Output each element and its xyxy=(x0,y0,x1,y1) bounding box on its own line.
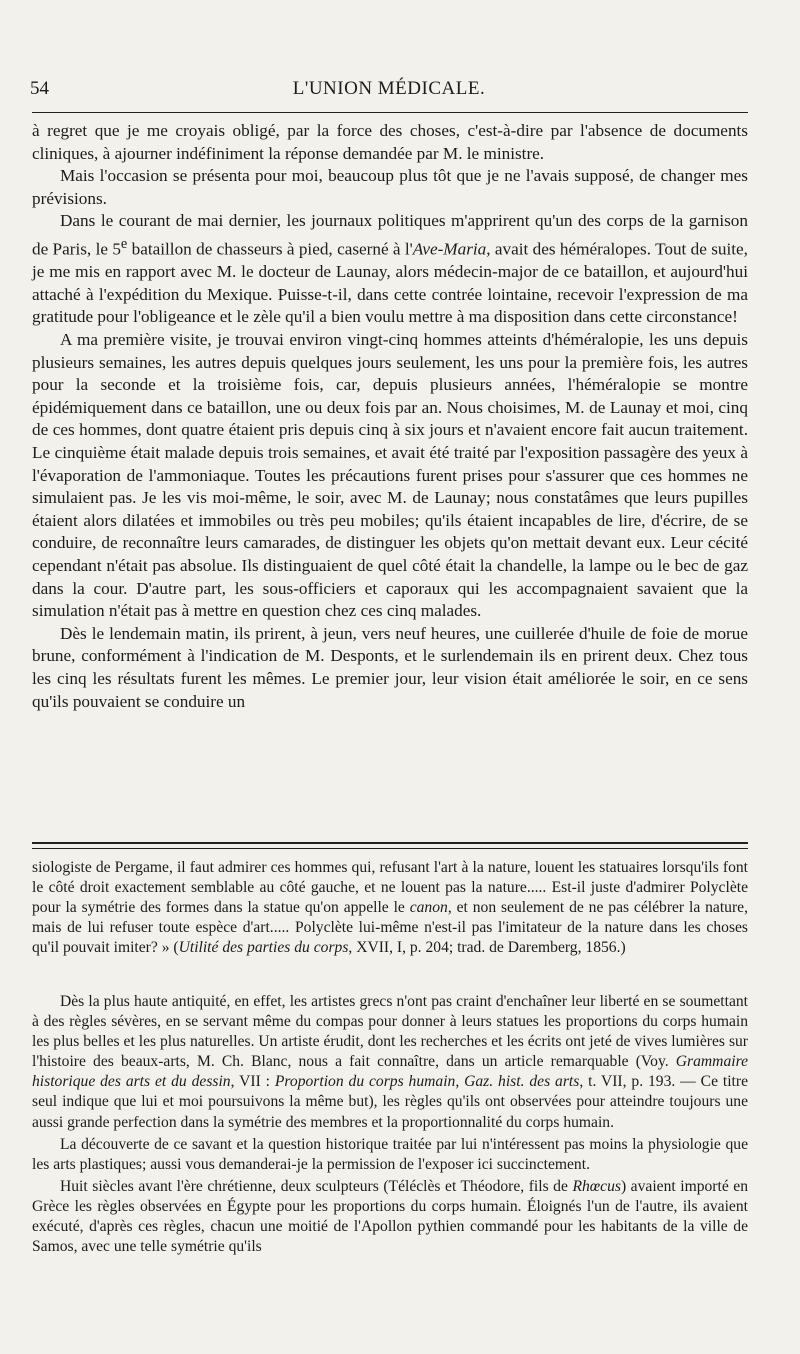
italic-text: Ave-Maria xyxy=(412,239,487,259)
paragraph xyxy=(32,210,748,329)
text-span: ) avaient importé en Grèce les règles observées en Égypte pour les proportions du corps humain. Éloignés l'un de l'autre, ils avaient exécuté, d'après ces règles, chacun une moitié de l'Apollon pythien commandé pour les habitants de la ville de Samos, avec une telle symétrie qu'ils xyxy=(32,1177,748,1256)
page-number: 54 xyxy=(30,78,49,99)
italic-text: Rhœcus xyxy=(572,1177,621,1195)
italic-text: Grammaire historique des arts et du dessin xyxy=(32,1053,748,1091)
footnote-continued xyxy=(32,858,748,958)
text-span: Huit siècles avant l'ère chrétienne, deux sculpteurs (Téléclès et Théodore, fils de xyxy=(60,1177,573,1195)
italic-text: canon xyxy=(409,899,448,917)
note-paragraph xyxy=(32,1177,748,1257)
notes-section xyxy=(32,992,748,1257)
main-text xyxy=(32,120,748,713)
text-span: , et non seulement de ne pas célébrer la nature, mais de lui refuser toute espèce d'art..... Polyclète lui-même n'est-il pas l'imitateur de la nature dans les choses qu'il pouvait imiter? » ( xyxy=(32,899,748,957)
text-span: , VII : xyxy=(230,1073,275,1091)
italic-text: Proportion du corps humain, Gaz. hist. des arts xyxy=(274,1073,580,1091)
text-span: bataillon de chasseurs à pied, caserné à l' xyxy=(127,239,413,259)
text-span: , avait des héméralopes. Tout de suite, je me mis en rapport avec M. le docteur de Launay, alors médecin-major de ce bataillon, et aujourd'hui attaché à l'expédition du Mexique. Puisse-t-il, dans cette contrée lointaine, recevoir l'expression de ma gratitude pour l'obligeance et le zèle qu'il a bien voulu mettre à ma disposition dans cette circonstance! xyxy=(32,239,748,327)
text-span: Dès la plus haute antiquité, en effet, les artistes grecs n'ont pas craint d'enchaîner leur liberté en se soumettant à des règles sévères, en se servant même du compas pour donner à leurs statues les proportions du corps humain les plus belles et les plus naturelles. Un artiste érudit, dont les recherches et les écrits ont jeté de vives lumières sur l'histoire des beaux-arts, M. Ch. Blanc, nous a fait connaître, dans un article remarquable (Voy. xyxy=(32,993,748,1071)
text-span: , t. VII, p. 193. — Ce titre seul indique que lui et moi poursuivons la même but), les règles qu'ils ont observées pour atteindre toujours une aussi grande perfection dans la symétrie des membres et la proportionnalité du corps humain. xyxy=(32,1073,748,1131)
running-title: L'UNION MÉDICALE. xyxy=(292,78,486,99)
text-span: , XVII, I, p. 204; trad. de Daremberg, 1856.) xyxy=(348,939,626,957)
footnote-paragraph xyxy=(32,858,748,958)
paragraph: Dès le lendemain matin, ils prirent, à jeun, vers neuf heures, une cuillerée d'huile de foie de morue brune, conformément à l'indication de M. Desponts, et le surlendemain ils en prirent deux. Chez tous les cinq les résultats furent les mêmes. Le premier jour, leur vision était améliorée le soir, en ce sens qu'ils pouvaient se conduire un xyxy=(32,623,748,711)
paragraph: à regret que je me croyais obligé, par la force des choses, c'est-à-dire par l'absence de documents cliniques, à ajourner indéfiniment la réponse demandée par M. le ministre. xyxy=(32,121,748,163)
superscript: e xyxy=(120,235,128,252)
page-header xyxy=(30,78,748,106)
note-paragraph: La découverte de ce savant et la question historique traitée par lui n'intéressent pas moins la physiologie que les arts plastiques; aussi vous demanderai-je la permission de l'exposer ici succinctement. xyxy=(32,1135,748,1173)
text-span: Dans le courant de mai dernier, les journaux politiques m'apprirent qu'un des corps de la garnison de Paris, le 5 xyxy=(32,211,748,259)
text-span: siologiste de Pergame, il faut admirer ces hommes qui, refusant l'art à la nature, louent les statuaires lorsqu'ils font le côté droit exactement semblable au côté gauche, et ne louent pas la nature..... Est-il juste d'admirer Polyclète pour la symétrie des formes dans la statue qu'on appelle le xyxy=(32,859,748,917)
paragraph: Mais l'occasion se présenta pour moi, beaucoup plus tôt que je ne l'avais supposé, de changer mes prévisions. xyxy=(32,166,748,208)
note-paragraph xyxy=(32,992,748,1133)
italic-text: Utilité des parties du corps xyxy=(178,939,349,957)
footnote-separator xyxy=(32,842,748,849)
paragraph: A ma première visite, je trouvai environ vingt-cinq hommes atteints d'héméralopie, les uns depuis plusieurs semaines, les autres depuis quelques jours seulement, les uns pour la première fois, les autres pour la seconde et la troisième fois, car, depuis plusieurs années, l'héméralopie se montre épidémiquement dans ce bataillon, une ou deux fois par an. Nous choisimes, M. de Launay et moi, cinq de ces hommes, dont quatre étaient pris depuis cinq à six jours et n'avaient encore fait aucun traitement. Le cinquième était malade depuis trois semaines, et avait été traité par l'exposition passagère des yeux à l'évaporation de l'ammoniaque. Toutes les précautions furent prises pour s'assurer que ces hommes ne simulaient pas. Je les vis moi-même, le soir, avec M. de Launay; nous constatâmes que leurs pupilles étaient alors dilatées et immobiles ou très peu mobiles; qu'ils étaient incapables de lire, d'écrire, de se conduire, de reconnaître leurs camarades, de distinguer les objets qu'on mettait devant eux. Leur cécité cependant n'était pas absolue. Ils distinguaient de quel côté était la chandelle, la lampe ou le bec de gaz dans la cour. D'autre part, les sous-officiers et caporaux qui les accompagnaient savaient que la simulation n'était pas à mettre en question chez ces cinq malades. xyxy=(32,330,748,621)
header-rule xyxy=(32,112,748,113)
